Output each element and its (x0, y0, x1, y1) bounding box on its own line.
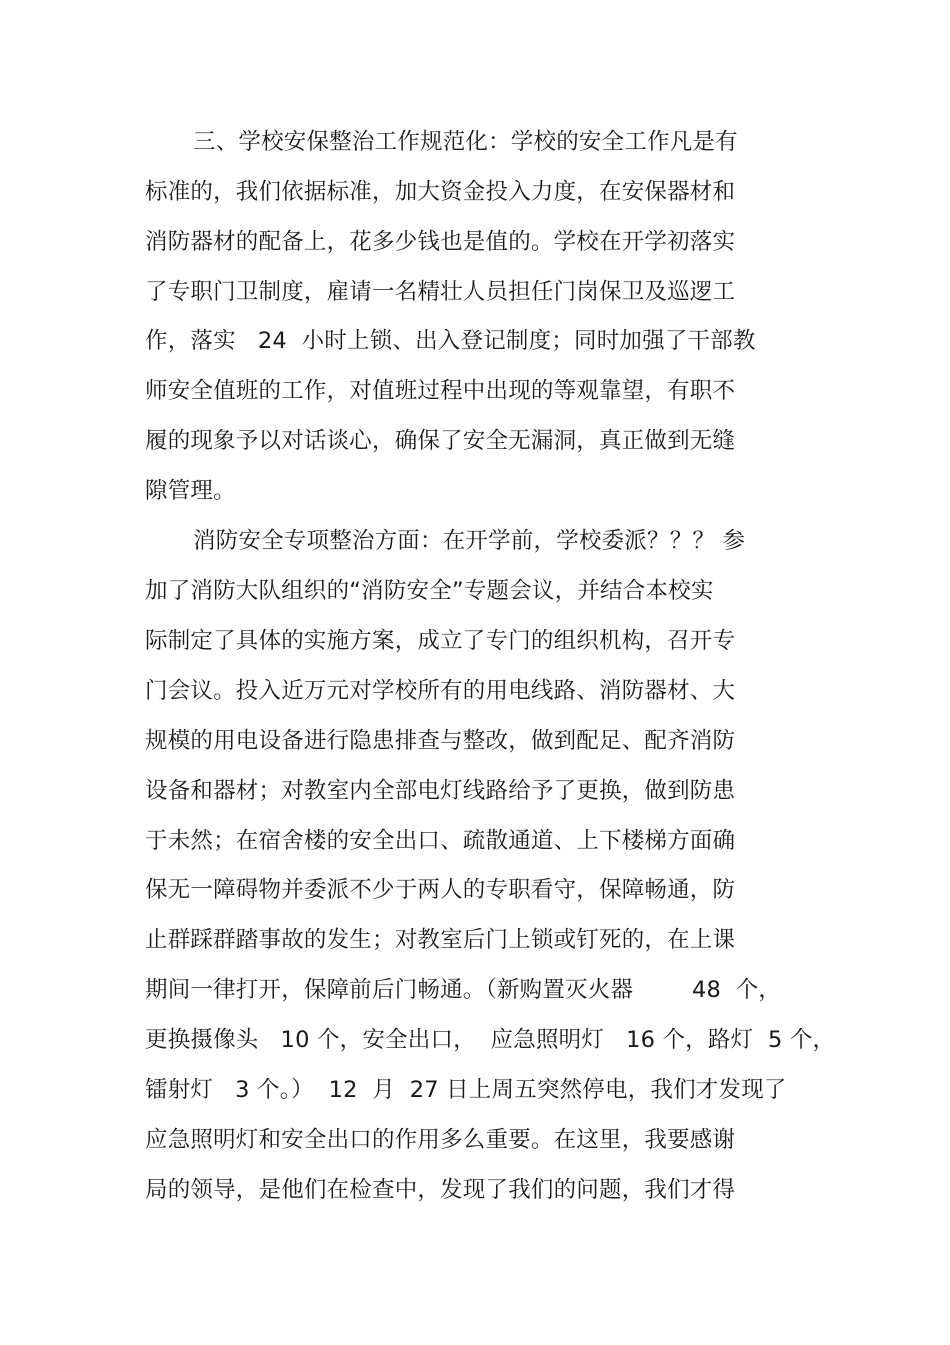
paragraph-1-line-3: 消防器材的配备上，花多少钱也是值的。学校在开学初落实 (145, 229, 736, 255)
paragraph-1-line-4: 了专职门卫制度，雇请一名精壮人员担任门岗保卫及巡逻工 (145, 279, 736, 305)
paragraph-2-line-14: 局的领导，是他们在检查中，发现了我们的问题，我们才得 (145, 1177, 736, 1203)
paragraph-2-line-6: 设备和器材；对教室内全部电灯线路给予了更换，做到防患 (145, 778, 736, 804)
paragraph-1-line-8: 隙管理。 (145, 478, 236, 504)
paragraph-2-line-5: 规模的用电设备进行隐患排查与整改，做到配足、配齐消防 (145, 728, 736, 754)
paragraph-1-line-2: 标准的，我们依据标准，加大资金投入力度，在安保器材和 (145, 179, 736, 205)
paragraph-2-line-10: 期间一律打开，保障前后门畅通。（新购置灭火器 48 个， (145, 977, 782, 1003)
paragraph-1-line-5: 作，落实 24 小时上锁、出入登记制度；同时加强了干部教 (145, 328, 756, 354)
paragraph-2-line-1: 消防安全专项整治方面：在开学前，学校委派？？？ 参 (193, 528, 746, 554)
paragraph-2-line-8: 保无一障碍物并委派不少于两人的专职看守，保障畅通，防 (145, 877, 736, 903)
paragraph-1-line-6: 师安全值班的工作，对值班过程中出现的等观靠望，有职不 (145, 378, 736, 404)
paragraph-2-line-7: 于未然；在宿舍楼的安全出口、疏散通道、上下楼梯方面确 (145, 828, 736, 854)
paragraph-2-line-13: 应急照明灯和安全出口的作用多么重要。在这里，我要感谢 (145, 1127, 736, 1153)
paragraph-2-line-12: 镭射灯 3 个。） 12 月 27 日上周五突然停电，我们才发现了 (145, 1077, 787, 1103)
paragraph-2-line-4: 门会议。投入近万元对学校所有的用电线路、消防器材、大 (145, 678, 736, 704)
paragraph-1-line-7: 履的现象予以对话谈心，确保了安全无漏洞，真正做到无缝 (145, 428, 736, 454)
paragraph-2-line-2: 加了消防大队组织的“消防安全”专题会议，并结合本校实 (145, 578, 714, 604)
paragraph-2-line-3: 际制定了具体的实施方案，成立了专门的组织机构，召开专 (145, 628, 736, 654)
paragraph-1-line-1: 三、学校安保整治工作规范化：学校的安全工作凡是有 (193, 129, 738, 155)
paragraph-2-line-9: 止群踩群踏事故的发生；对教室后门上锁或钉死的，在上课 (145, 927, 736, 953)
paragraph-2-line-11: 更换摄像头 10 个，安全出口， 应急照明灯 16 个，路灯 5 个， (145, 1027, 836, 1053)
